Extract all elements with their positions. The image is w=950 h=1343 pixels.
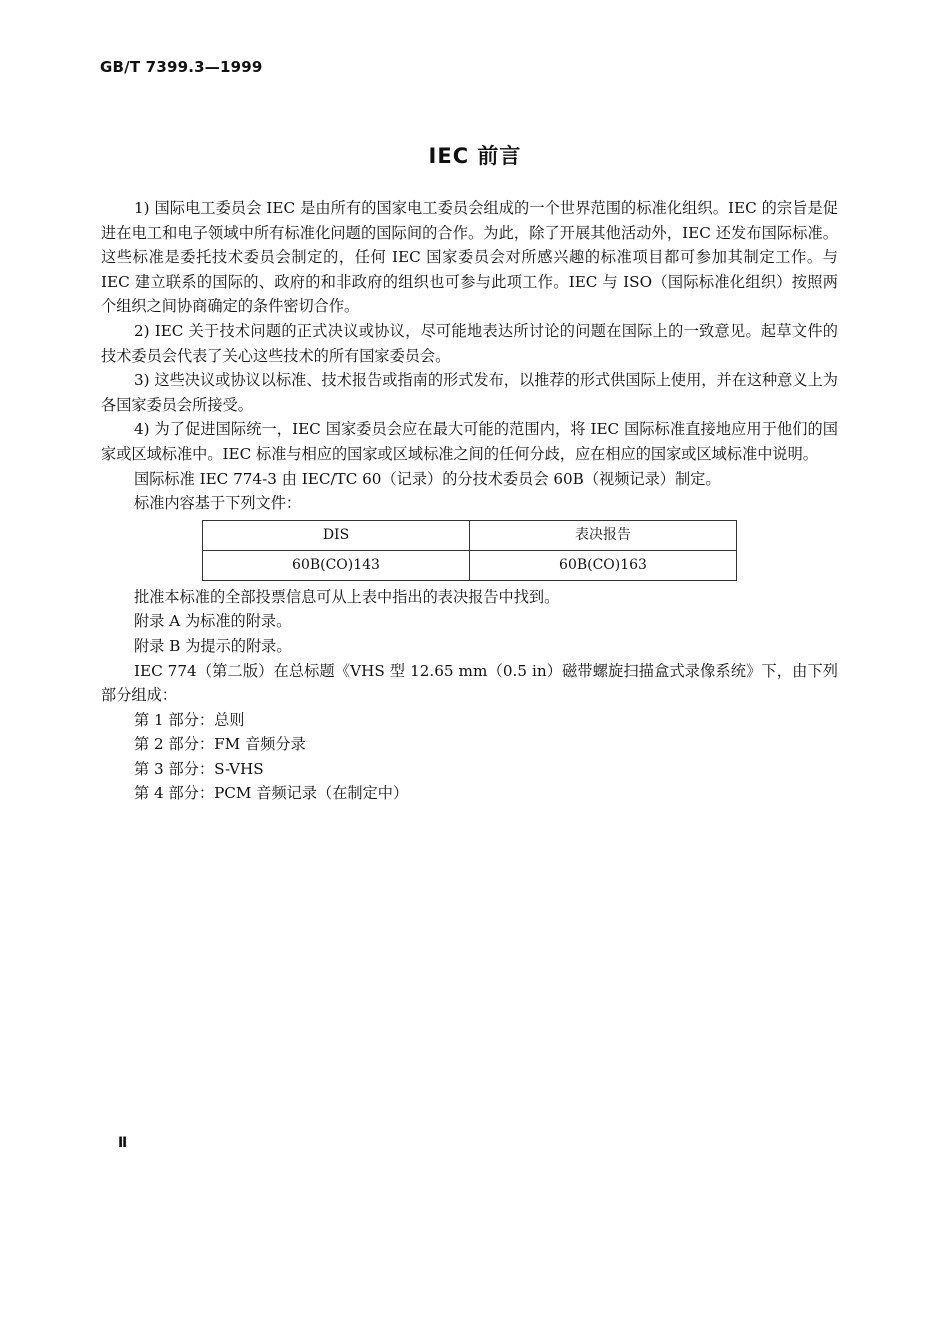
paragraph-2: 2) IEC 关于技术问题的正式决议或协议，尽可能地表达所讨论的问题在国际上的一致意见。起草文件的技术委员会代表了关心这些技术的所有国家委员会。 (101, 321, 838, 365)
table-header-cell: DIS (203, 520, 470, 550)
paragraph-4: 4) 为了促进国际统一，IEC 国家委员会应在最大可能的范围内，将 IEC 国际标准直接地应用于他们的国家或区域标准中。IEC 标准与相应的国家或区域标准之间的任何分歧，应在相应的国家或区域标准中说明。 (101, 420, 838, 463)
page-title: IEC 前言 (428, 144, 522, 168)
list-item: 第 3 部分：S-VHS (134, 759, 264, 778)
document-body (101, 196, 838, 806)
standard-code: GB/T 7399.3—1999 (100, 58, 263, 76)
paragraph-1: 1) 国际电工委员会 IEC 是由所有的国家电工委员会组成的一个世界范围的标准化组织。IEC 的宗旨是促进在电工和电子领域中所有标准化问题的国际间的合作。为此，除了开展其他活动外，IEC 还发布国际标准。这些标准是委托技术委员会制定的，任何 IEC 国家委员会对所感兴趣的标准项目都可参加其制定工作。与 IEC 建立联系的国际的、政府的和非政府的组织也可参与此项工作。IEC 与 ISO（国际标准化组织）按照两个组织之间协商确定的条件密切合作。 (101, 199, 838, 316)
document-table (202, 520, 737, 581)
paragraph-3: 3) 这些决议或协议以标准、技术报告或指南的形式发布，以推荐的形式供国际上使用，并在这种意义上为各国家委员会所接受。 (101, 371, 838, 414)
table-header-row (203, 520, 737, 550)
paragraph-8: 附录 A 为标准的附录。 (134, 612, 292, 631)
list-item: 第 2 部分：FM 音频分录 (134, 735, 306, 754)
paragraph-6: 标准内容基于下列文件： (134, 494, 302, 513)
list-item: 第 4 部分：PCM 音频记录（在制定中） (134, 784, 409, 803)
table-row (203, 550, 737, 580)
table-cell: 60B(CO)143 (203, 550, 470, 580)
table-cell: 60B(CO)163 (470, 550, 737, 580)
paragraph-5: 国际标准 IEC 774-3 由 IEC/TC 60（记录）的分技术委员会 60B（视频记录）制定。 (134, 469, 721, 488)
page-number: Ⅱ (118, 1135, 128, 1151)
table-header-cell: 表决报告 (470, 520, 737, 550)
list-item: 第 1 部分：总则 (134, 710, 245, 729)
paragraph-7: 批准本标准的全部投票信息可从上表中指出的表决报告中找到。 (134, 587, 560, 606)
paragraph-9: 附录 B 为提示的附录。 (134, 636, 292, 655)
paragraph-10: IEC 774（第二版）在总标题《VHS 型 12.65 mm（0.5 in）磁带螺旋扫描盒式录像系统》下，由下列部分组成： (101, 661, 838, 705)
